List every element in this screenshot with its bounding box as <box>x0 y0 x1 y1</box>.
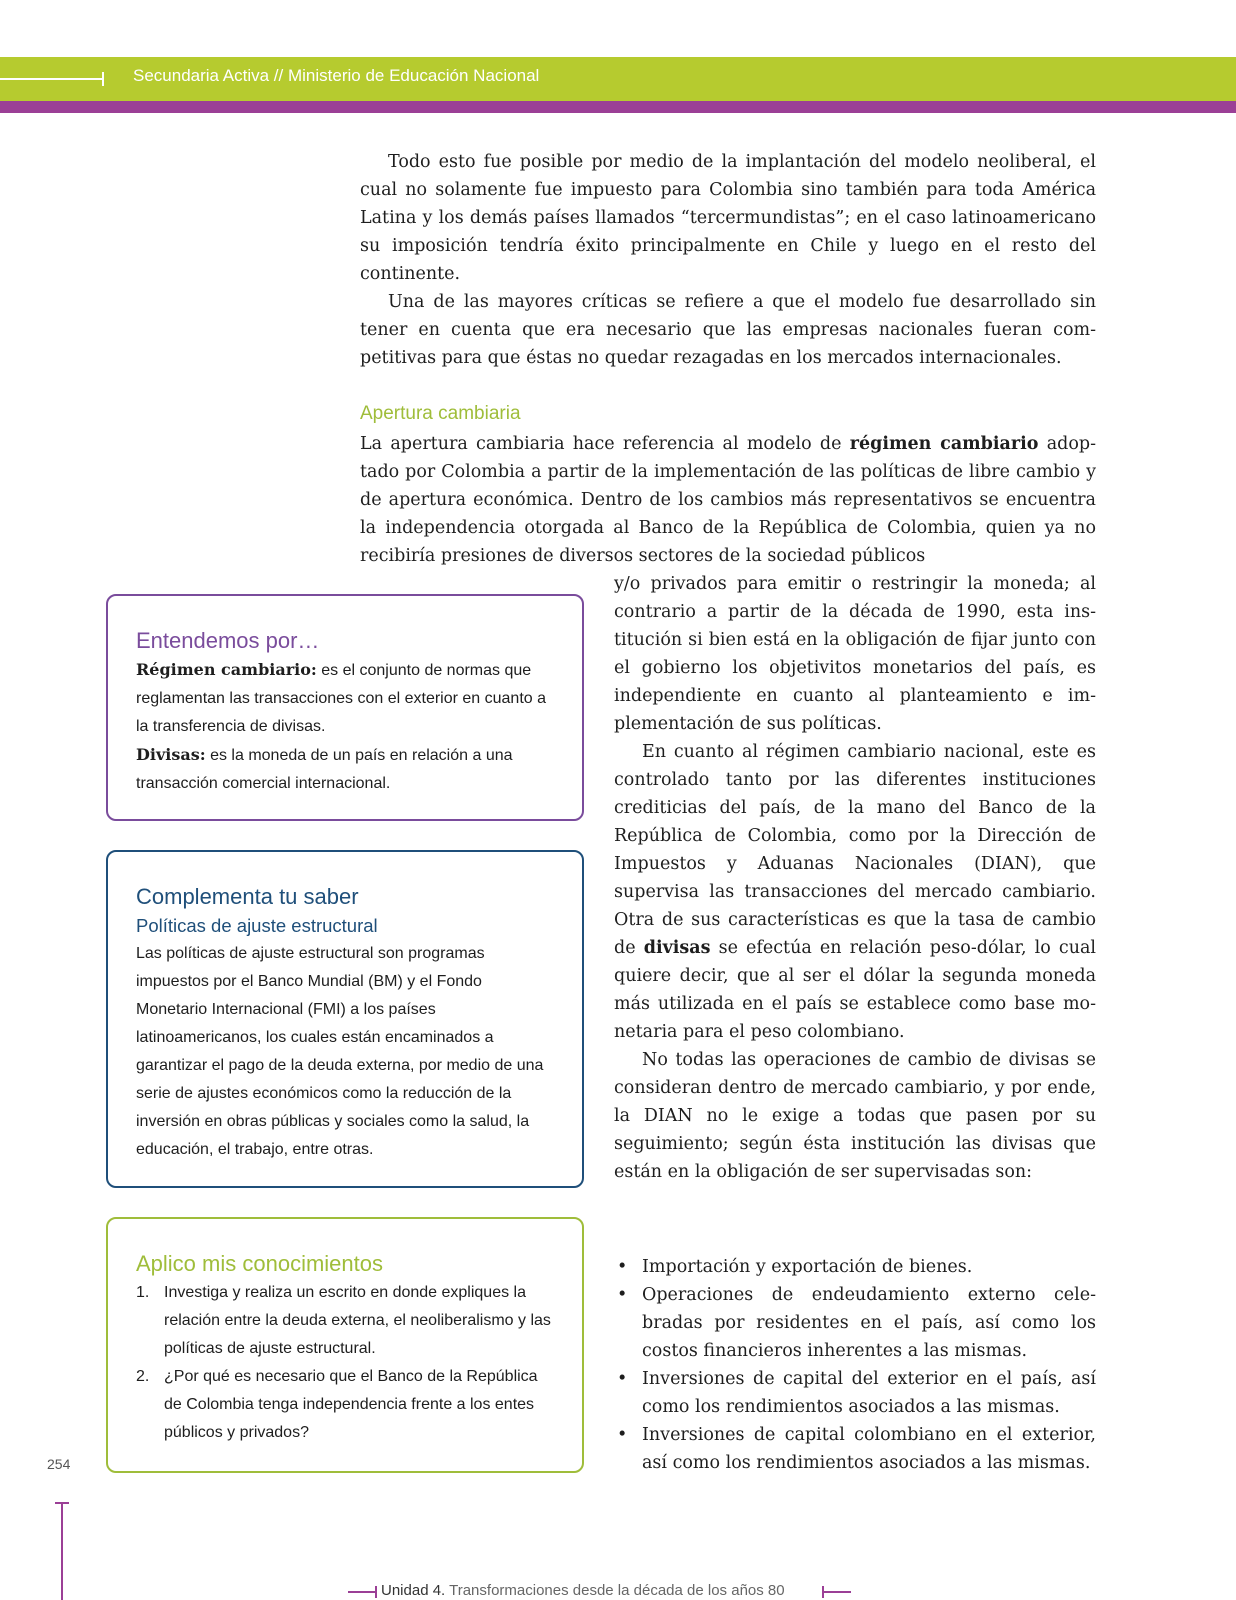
complementa-title: Complementa tu saber <box>136 884 359 909</box>
paragraph-3-continued: y/o privados para emitir o restringir la moneda; al contrario a partir de la década de 1990, esta institución si bien está en la obligación de fijar junto con el gobierno los objetivitos monetarios del país, es independiente en cuanto al planteamiento e implementación de sus políticas. <box>614 574 1096 734</box>
footer-title: Transformaciones desde la década de los años 80 <box>445 1582 785 1599</box>
header-rule <box>0 78 104 80</box>
paragraph-4 <box>614 738 1096 1046</box>
bullet-icon: • <box>617 1285 628 1305</box>
definition-divisas-text: es la moneda de un país en relación a una transacción comercial internacional. <box>136 747 513 792</box>
question-item <box>136 1363 554 1447</box>
list-item-text: Inversiones de capital del exterior en el país, así como los rendimientos asociados a las mismas. <box>642 1369 1096 1417</box>
definitions-box <box>106 594 584 821</box>
right-column <box>614 570 1096 1186</box>
keyword-divisas: divisas <box>643 938 711 958</box>
list-item-text: Inversiones de capital colombiano en el exterior, así como los rendimientos asociados a las mismas. <box>642 1425 1096 1473</box>
paragraph-3-end: adoptado por Colombia a partir de la implementación de las políticas de libre cambio y de apertura económica. Dentro de los cambios más representativos se encuentra la independencia otorgada al Banco de la República de Colombia, quien ya no recibiría presiones de diversos sectores de la sociedad públicos <box>360 434 1096 566</box>
definition-divisas <box>136 741 554 798</box>
question-list <box>136 1279 554 1447</box>
paragraph-3-start: La apertura cambiaria hace referencia al modelo de <box>360 434 850 454</box>
bullet-list <box>614 1253 1096 1477</box>
paragraph-1: Todo esto fue posible por medio de la implantación del modelo neoliberal, el cual no solamente fue impuesto para Colombia sino también para toda América Latina y los demás países llamados “tercermundistas”; en el caso latinoamericano su imposición tendría éxito principalmente en Chile y luego en el resto del continente. <box>360 152 1096 284</box>
page-number: 254 <box>47 1456 71 1472</box>
question-text: ¿Por qué es necesario que el Banco de la República de Colombia tenga independencia frente a los entes públicos y privados? <box>164 1368 538 1441</box>
footer-unit-title <box>381 1582 785 1599</box>
intro-text <box>360 148 1096 372</box>
list-item <box>614 1421 1096 1477</box>
complementa-subtitle: Políticas de ajuste estructural <box>136 915 378 936</box>
apertura-text <box>360 430 1096 570</box>
keyword-regimen-cambiario: régimen cambiario <box>849 434 1039 454</box>
list-item <box>614 1281 1096 1365</box>
side-rule <box>61 1503 63 1600</box>
footer-unit-label: Unidad 4. <box>381 1582 446 1599</box>
activity-title: Aplico mis conocimientos <box>136 1251 383 1276</box>
paragraph-3 <box>360 430 1096 570</box>
list-item <box>614 1365 1096 1421</box>
list-item-text: Operaciones de endeudamiento externo celebradas por residentes en el país, así como los costos financieros inherentes a las mismas. <box>642 1285 1096 1361</box>
complementa-text: Las políticas de ajuste estructural son programas impuestos por el Banco Mundial (BM) y el Fondo Monetario Internacional (FMI) a los países latinoamericanos, los cuales están encaminados a garantizar el pago de la deuda externa, por medio de una serie de ajustes económicos como la reducción de la inversión en obras públicas y sociales como la salud, la educación, el trabajo, entre otras. <box>136 945 544 1158</box>
bullet-icon: • <box>617 1257 628 1277</box>
list-item-text: Importación y exportación de bienes. <box>642 1257 973 1277</box>
term-divisas: Divisas: <box>136 745 206 764</box>
question-number: 1. <box>136 1284 150 1301</box>
list-item <box>614 1253 1096 1281</box>
question-item <box>136 1279 554 1363</box>
paragraph-5: No todas las operaciones de cambio de divisas se consideran dentro de mercado cambiario, y por ende, la DIAN no le exige a todas que pasen por su seguimiento; según ésta institución las divisas que están en la obligación de ser supervisadas son: <box>614 1050 1096 1182</box>
question-number: 2. <box>136 1368 150 1385</box>
bullet-icon: • <box>617 1425 628 1445</box>
bullet-icon: • <box>617 1369 628 1389</box>
paragraph-4-start: En cuanto al régimen cambiario nacional, este es controlado tanto por las diferentes instituciones crediticias del país, de la mano del Banco de la República de Colombia, como por la Dirección de Impuestos y Aduanas Nacionales (DIAN), que supervisa las transacciones del mercado cambiario. Otra de sus características es que la tasa de cambio de <box>614 742 1096 958</box>
header-stripe <box>0 101 1236 113</box>
section-title: Apertura cambiaria <box>360 403 521 424</box>
complementa-box <box>106 850 584 1188</box>
question-text: Investiga y realiza un escrito en donde expliques la relación entre la deuda externa, el neoliberalismo y las políticas de ajuste estructural. <box>164 1284 551 1357</box>
definitions-title: Entendemos por… <box>136 628 320 653</box>
definition-regimen-text: es el conjunto de normas que reglamentan las transacciones con el exterior en cuanto a la transferencia de divisas. <box>136 662 547 735</box>
term-regimen-cambiario: Régimen cambiario: <box>136 660 317 679</box>
header-title: Secundaria Activa // Ministerio de Educación Nacional <box>133 66 540 85</box>
header-rule-cap <box>102 72 104 86</box>
definition-regimen <box>136 656 554 741</box>
footer-rule-left <box>348 1591 376 1593</box>
paragraph-2: Una de las mayores críticas se refiere a que el modelo fue desarrollado sin tener en cuenta que era necesario que las empresas nacionales fueran competitivas para que éstas no quedar rezagadas en los mercados internacionales. <box>360 292 1096 368</box>
paragraph-4-end: se efectúa en relación peso-dólar, lo cual quiere decir, que al ser el dólar la segunda moneda más utilizada en el país se establece como base monetaria para el peso colombiano. <box>614 938 1097 1042</box>
footer-rule-right <box>823 1591 851 1593</box>
footer-rule-left-cap <box>375 1586 377 1598</box>
activity-box <box>106 1217 584 1473</box>
